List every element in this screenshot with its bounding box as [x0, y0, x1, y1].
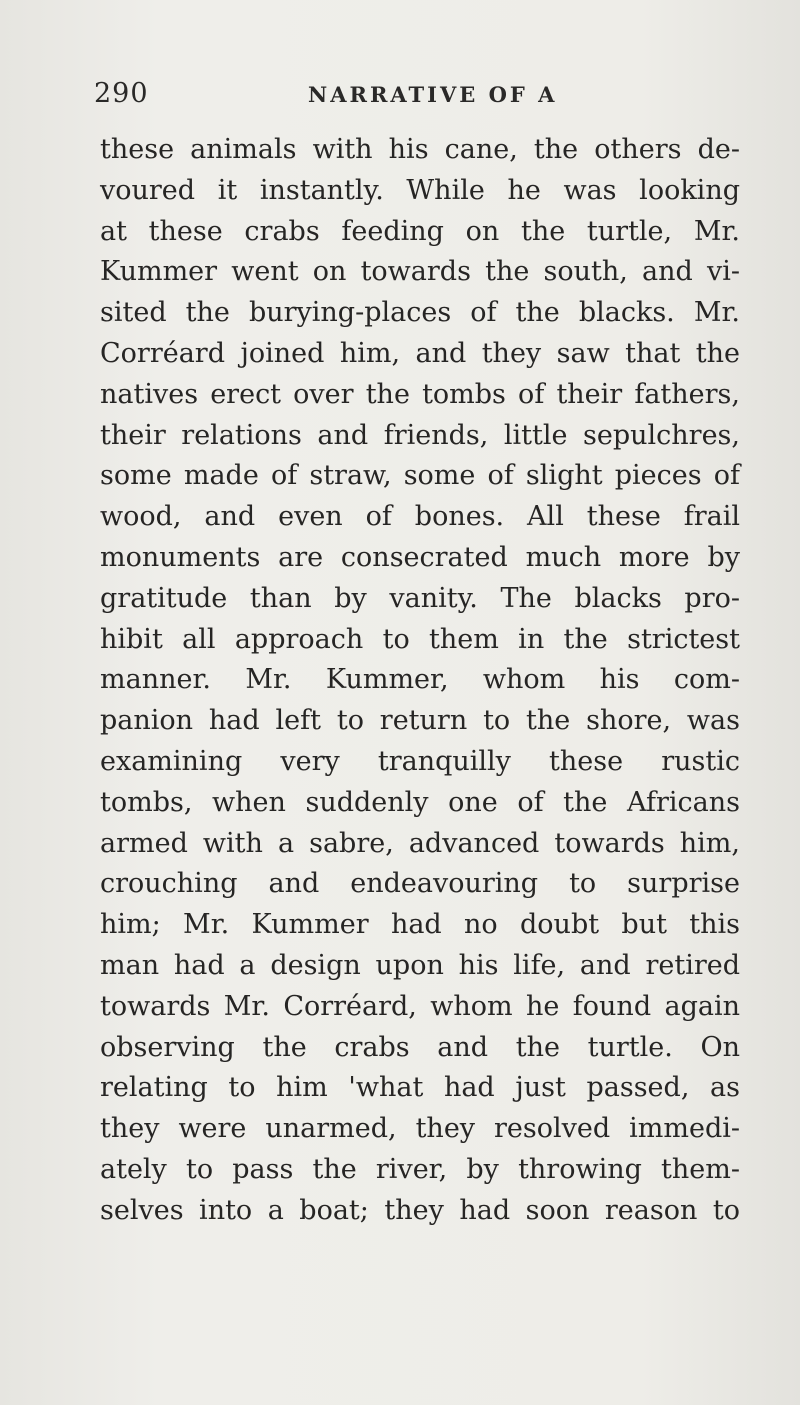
text-line: natives erect over the tombs of their fathers, — [100, 378, 740, 410]
text-line: crouching and endeavouring to surprise — [100, 868, 740, 900]
text-line: armed with a sabre, advanced towards him, — [100, 827, 740, 859]
page-number: 290 — [94, 78, 149, 109]
text-line: tombs, when suddenly one of the Africans — [100, 786, 740, 818]
text-line: these animals with his cane, the others de- — [100, 134, 740, 165]
text-line: Kummer went on towards the south, and vi- — [100, 256, 740, 288]
text-line: some made of straw, some of slight pieces of — [100, 460, 740, 492]
text-line: him; Mr. Kummer had no doubt but this — [100, 909, 740, 941]
text-line: examining very tranquilly these rustic — [100, 745, 740, 777]
text-line: they were unarmed, they resolved immedi- — [100, 1113, 740, 1145]
text-line: man had a design upon his life, and retired — [100, 949, 740, 981]
running-title: NARRATIVE OF A — [308, 82, 558, 107]
text-line: Corréard joined him, and they saw that the — [100, 337, 740, 369]
page-header — [94, 78, 734, 118]
text-line: their relations and friends, little sepulchres, — [100, 419, 740, 451]
text-line: voured it instantly. While he was looking — [100, 174, 740, 206]
text-line: selves into a boat; they had soon reason to — [100, 1194, 740, 1226]
text-line: manner. Mr. Kummer, whom his com- — [100, 664, 740, 696]
text-line: towards Mr. Corréard, whom he found again — [100, 990, 740, 1022]
text-line: monuments are consecrated much more by — [100, 541, 740, 573]
text-line: wood, and even of bones. All these frail — [100, 501, 740, 533]
text-line: panion had left to return to the shore, was — [100, 705, 740, 737]
text-line: relating to him 'what had just passed, as — [100, 1072, 740, 1104]
text-line: gratitude than by vanity. The blacks pro- — [100, 582, 740, 614]
text-line: observing the crabs and the turtle. On — [100, 1031, 740, 1063]
text-line: ately to pass the river, by throwing them- — [100, 1153, 740, 1185]
text-line: sited the burying-places of the blacks. Mr. — [100, 297, 740, 329]
text-line: at these crabs feeding on the turtle, Mr. — [100, 215, 740, 247]
text-line: hibit all approach to them in the strictest — [100, 623, 740, 655]
body-text — [100, 130, 740, 1232]
